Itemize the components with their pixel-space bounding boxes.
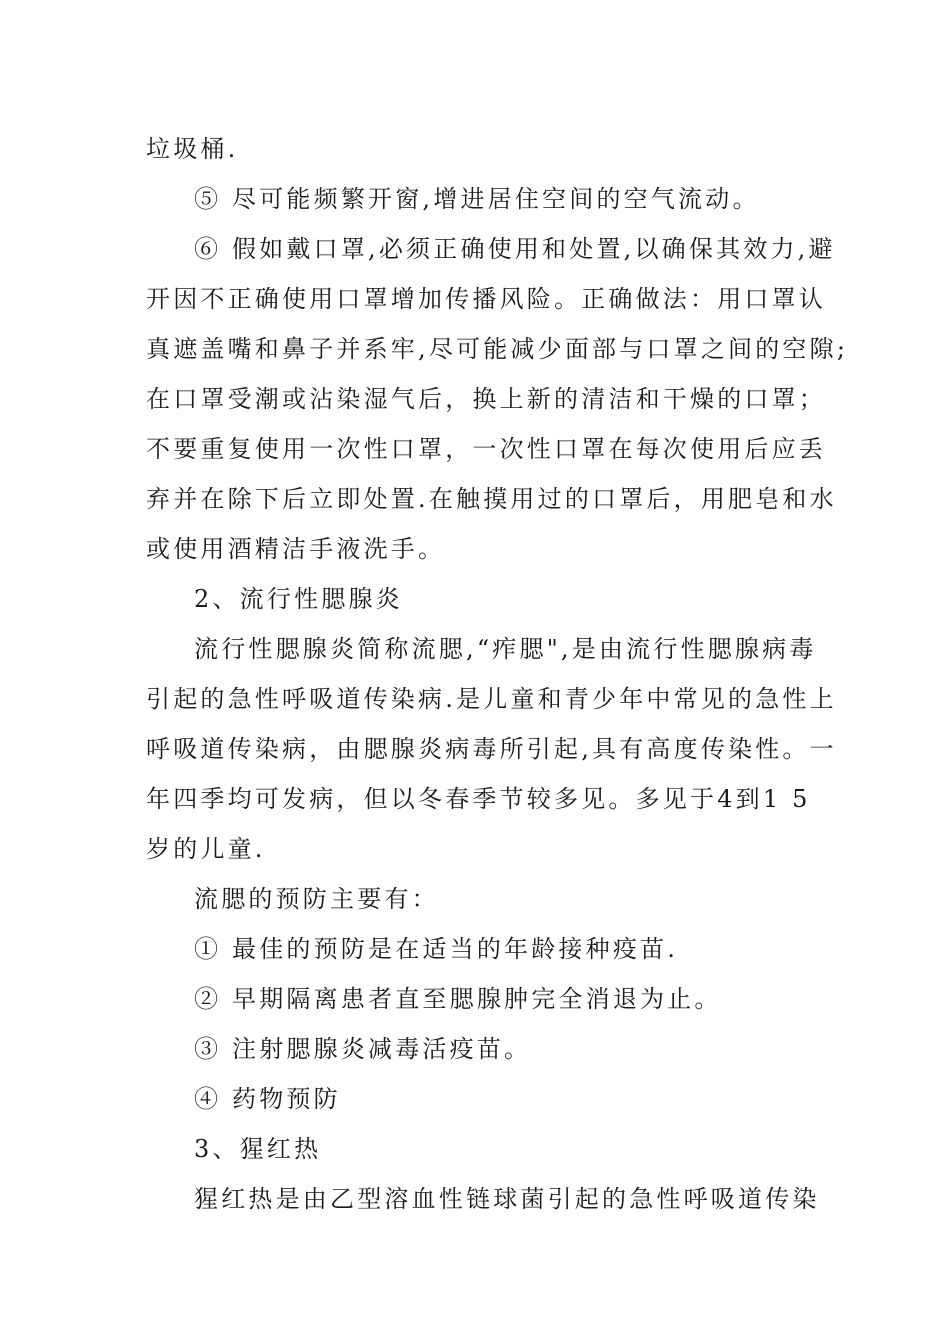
text-line: 岁的儿童. [146, 835, 266, 863]
paragraph-start: 猩红热是由乙型溶血性链球菌引起的急性呼吸道传染 [194, 1185, 820, 1213]
prevention-intro: 流腮的预防主要有： [194, 885, 439, 913]
list-item-3: ③ 注射腮腺炎减毒活疫苗。 [194, 1035, 532, 1063]
text-line: 在口罩受潮或沾染湿气后，换上新的清洁和干燥的口罩； [146, 385, 826, 413]
text-line: 或使用酒精洁手液洗手。 [146, 535, 446, 563]
text-line: 引起的急性呼吸道传染病.是儿童和青少年中常见的急性上 [146, 685, 837, 713]
text-line: 垃圾桶. [146, 135, 239, 163]
list-item-2: ② 早期隔离患者直至腮腺肿完全消退为止。 [194, 985, 722, 1013]
list-item-1: ① 最佳的预防是在适当的年龄接种疫苗. [194, 935, 679, 963]
section-heading-scarlet-fever: 3、猩红热 [194, 1135, 322, 1163]
text-line: 真遮盖嘴和鼻子并系牢,尽可能减少面部与口罩之间的空隙; [146, 335, 849, 363]
list-item-6: ⑥ 假如戴口罩,必须正确使用和处置,以确保其效力,避 [194, 235, 836, 263]
paragraph-start: 流行性腮腺炎简称流腮,“痄腮",是由流行性腮腺病毒 [194, 635, 817, 663]
text-line: 开因不正确使用口罩增加传播风险。正确做法：用口罩认 [146, 285, 826, 313]
text-line: 弃并在除下后立即处置.在触摸用过的口罩后，用肥皂和水 [146, 485, 837, 513]
section-heading-mumps: 2、流行性腮腺炎 [194, 585, 403, 613]
list-item-5: ⑤ 尽可能频繁开窗,增进居住空间的空气流动。 [194, 185, 760, 213]
text-line: 不要重复使用一次性口罩，一次性口罩在每次使用后应丢 [146, 435, 826, 463]
list-item-4: ④ 药物预防 [194, 1085, 341, 1113]
text-line: 年四季均可发病，但以冬春季节较多见。多见于4到1 5 [146, 785, 811, 813]
text-line: 呼吸道传染病，由腮腺炎病毒所引起,具有高度传染性。一 [146, 735, 837, 763]
